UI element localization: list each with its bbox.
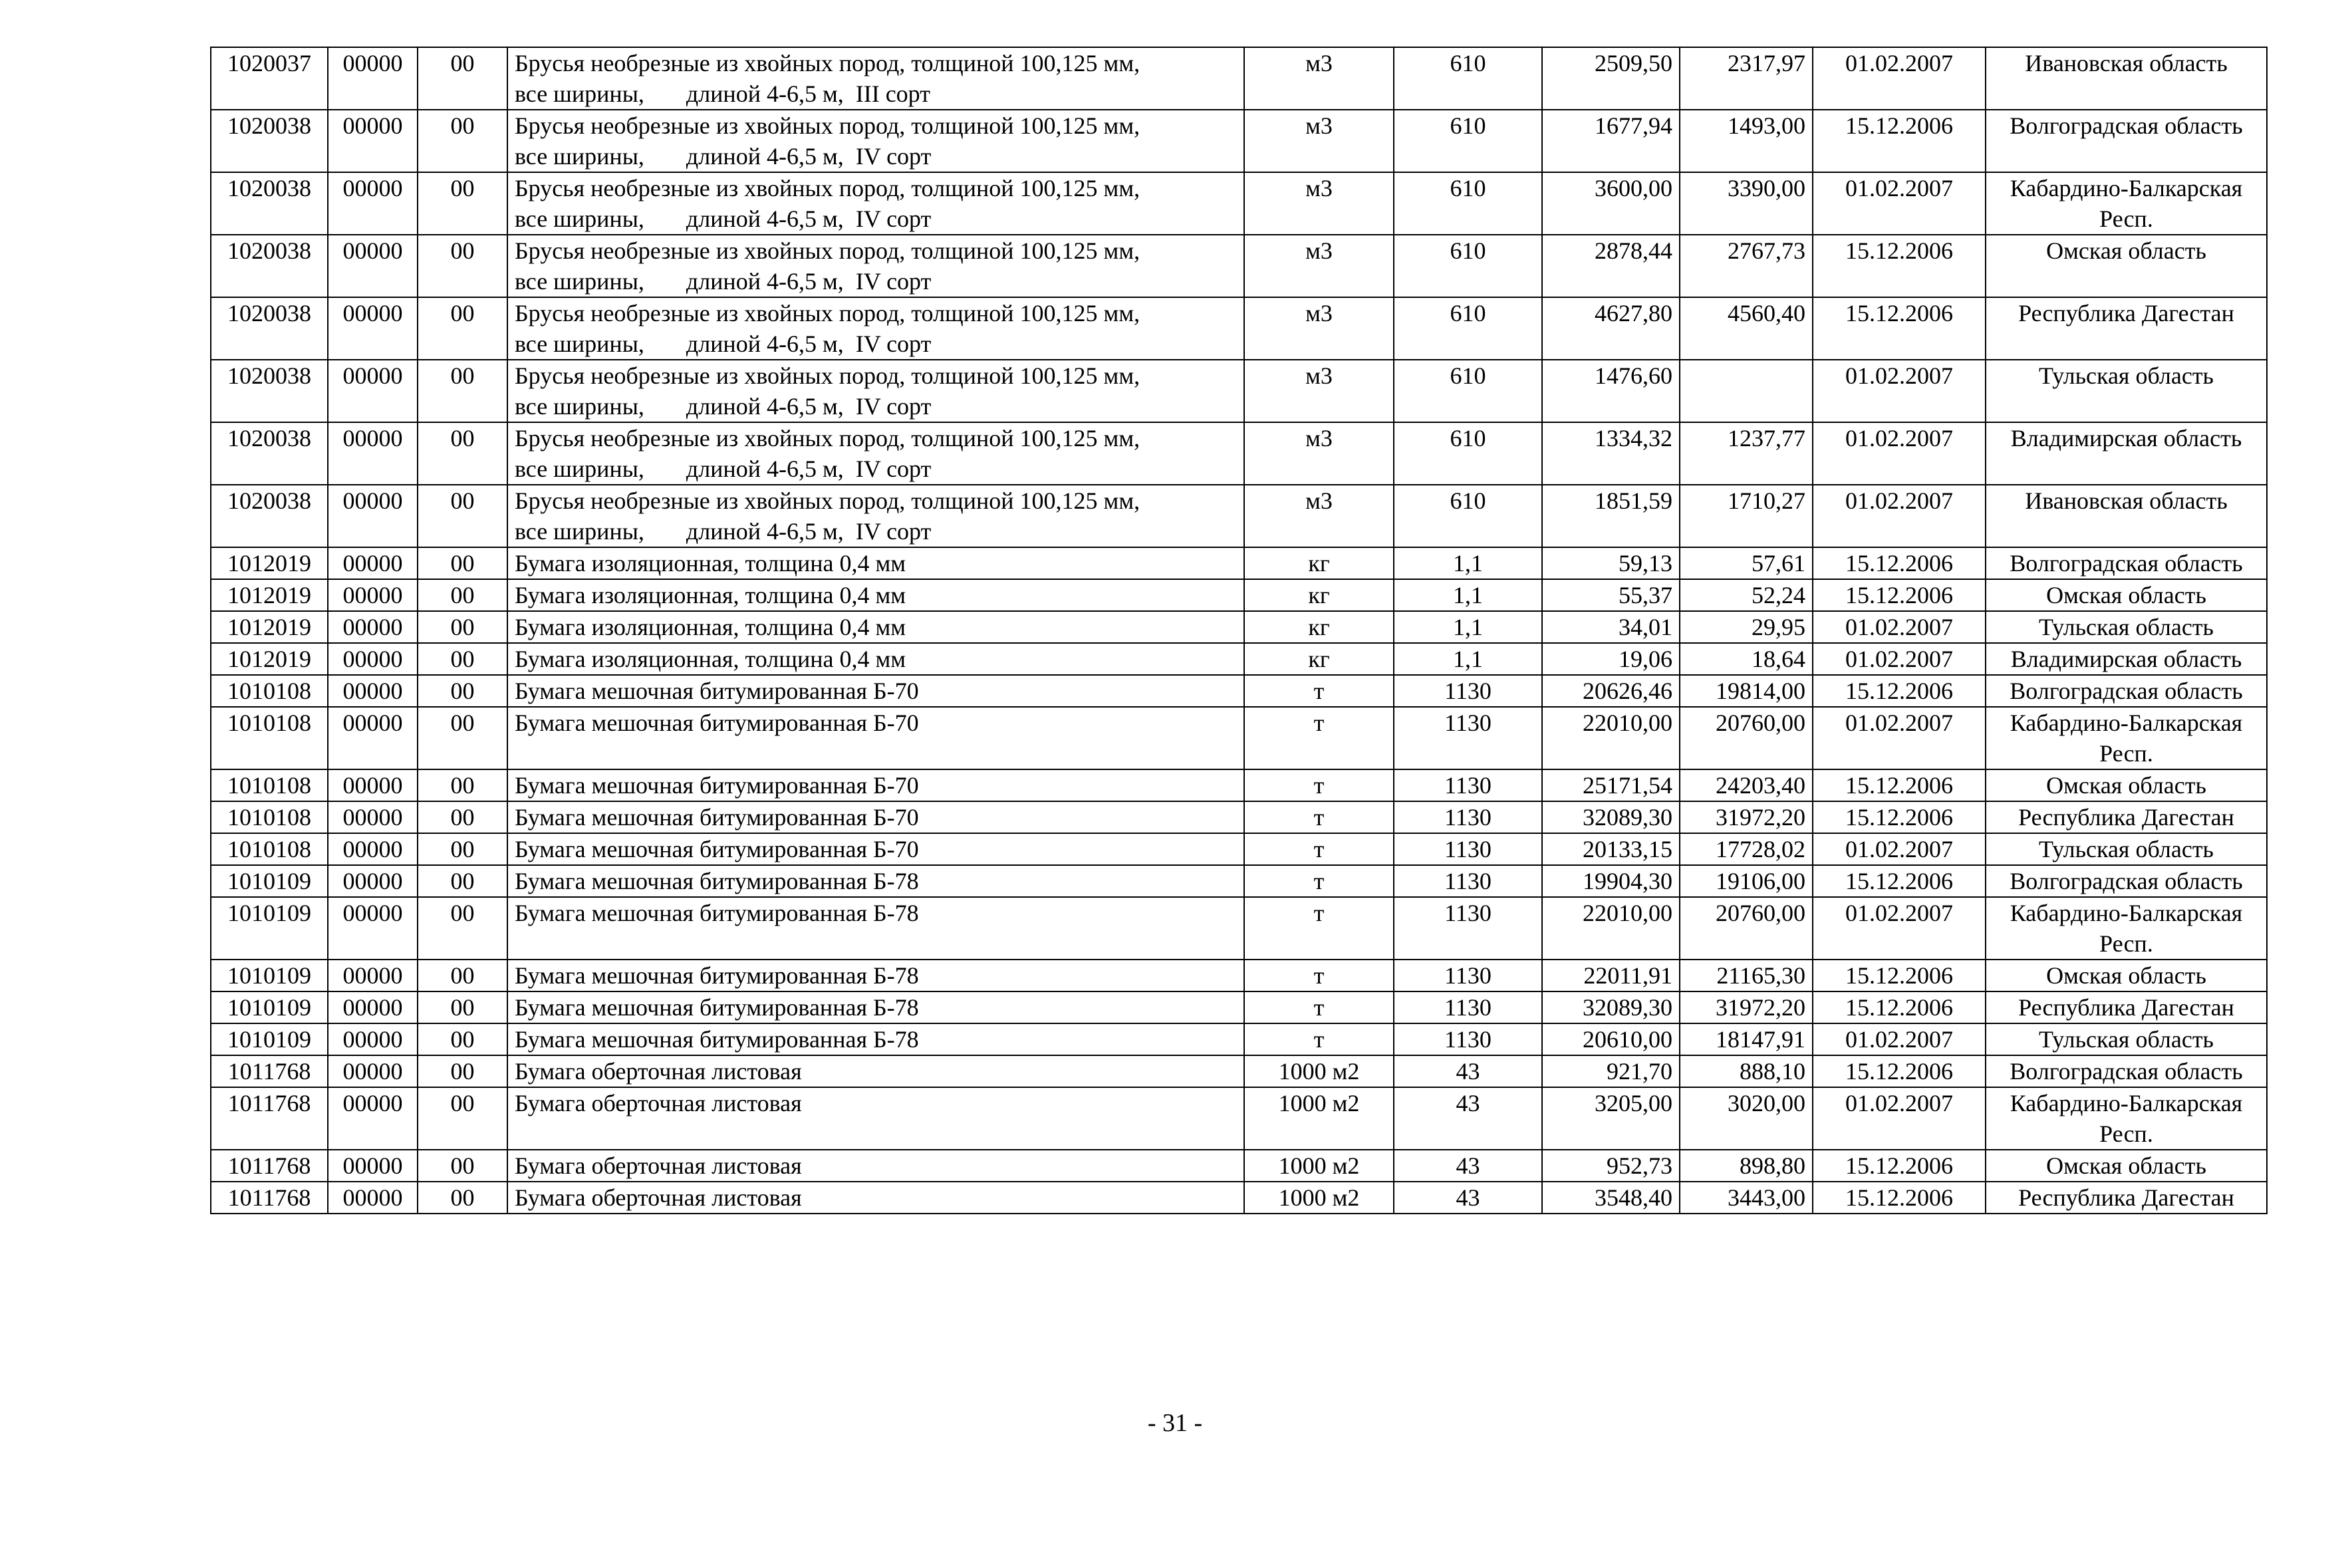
quantity-cell: 43 xyxy=(1394,1087,1542,1150)
unit-cell: кг xyxy=(1244,643,1394,675)
subcode2-cell: 00 xyxy=(418,547,507,579)
unit-cell: т xyxy=(1244,960,1394,991)
subcode2-cell: 00 xyxy=(418,1087,507,1150)
price-1-cell: 20626,46 xyxy=(1542,675,1680,707)
region-cell: Кабардино-Балкарская Респ. xyxy=(1986,897,2267,960)
unit-cell: м3 xyxy=(1244,110,1394,172)
price-2-cell: 20760,00 xyxy=(1680,707,1813,769)
code-cell: 1010108 xyxy=(211,769,328,801)
quantity-cell: 1,1 xyxy=(1394,547,1542,579)
price-table xyxy=(210,47,2268,1214)
table-row xyxy=(211,235,2267,297)
subcode-cell: 00000 xyxy=(328,110,418,172)
price-1-cell: 1677,94 xyxy=(1542,110,1680,172)
quantity-cell: 1,1 xyxy=(1394,643,1542,675)
material-name-cell: Бумага изоляционная, толщина 0,4 мм xyxy=(507,579,1244,611)
material-name-cell: Бумага мешочная битумированная Б-70 xyxy=(507,801,1244,833)
unit-cell: 1000 м2 xyxy=(1244,1087,1394,1150)
date-cell: 01.02.2007 xyxy=(1813,47,1986,110)
price-2-cell: 19106,00 xyxy=(1680,865,1813,897)
material-name-cell: Брусья необрезные из хвойных пород, толщиной 100,125 мм, все ширины, длиной 4-6,5 м, IV сорт xyxy=(507,485,1244,547)
price-1-cell: 952,73 xyxy=(1542,1150,1680,1182)
table-row xyxy=(211,611,2267,643)
subcode-cell: 00000 xyxy=(328,360,418,422)
region-cell: Волгоградская область xyxy=(1986,865,2267,897)
material-name-cell: Бумага мешочная битумированная Б-78 xyxy=(507,1023,1244,1055)
material-name-cell: Бумага изоляционная, толщина 0,4 мм xyxy=(507,643,1244,675)
material-name-cell: Бумага мешочная битумированная Б-78 xyxy=(507,960,1244,991)
price-1-cell: 3600,00 xyxy=(1542,172,1680,235)
unit-cell: м3 xyxy=(1244,485,1394,547)
material-name-cell: Бумага оберточная листовая xyxy=(507,1055,1244,1087)
date-cell: 01.02.2007 xyxy=(1813,897,1986,960)
table-row xyxy=(211,643,2267,675)
price-2-cell: 31972,20 xyxy=(1680,991,1813,1023)
date-cell: 15.12.2006 xyxy=(1813,297,1986,360)
unit-cell: 1000 м2 xyxy=(1244,1150,1394,1182)
unit-cell: 1000 м2 xyxy=(1244,1055,1394,1087)
unit-cell: т xyxy=(1244,707,1394,769)
price-1-cell: 34,01 xyxy=(1542,611,1680,643)
code-cell: 1020038 xyxy=(211,235,328,297)
price-2-cell: 3020,00 xyxy=(1680,1087,1813,1150)
unit-cell: м3 xyxy=(1244,360,1394,422)
material-name-cell: Бумага оберточная листовая xyxy=(507,1087,1244,1150)
region-cell: Омская область xyxy=(1986,960,2267,991)
date-cell: 01.02.2007 xyxy=(1813,1087,1986,1150)
code-cell: 1012019 xyxy=(211,547,328,579)
price-1-cell: 2878,44 xyxy=(1542,235,1680,297)
date-cell: 01.02.2007 xyxy=(1813,643,1986,675)
code-cell: 1010108 xyxy=(211,675,328,707)
quantity-cell: 610 xyxy=(1394,47,1542,110)
table-row xyxy=(211,865,2267,897)
price-1-cell: 3205,00 xyxy=(1542,1087,1680,1150)
subcode2-cell: 00 xyxy=(418,643,507,675)
unit-cell: т xyxy=(1244,801,1394,833)
code-cell: 1012019 xyxy=(211,643,328,675)
price-2-cell: 1237,77 xyxy=(1680,422,1813,485)
material-name-cell: Брусья необрезные из хвойных пород, толщиной 100,125 мм, все ширины, длиной 4-6,5 м, IV сорт xyxy=(507,297,1244,360)
subcode-cell: 00000 xyxy=(328,897,418,960)
quantity-cell: 610 xyxy=(1394,172,1542,235)
quantity-cell: 1130 xyxy=(1394,707,1542,769)
quantity-cell: 43 xyxy=(1394,1150,1542,1182)
unit-cell: т xyxy=(1244,833,1394,865)
unit-cell: 1000 м2 xyxy=(1244,1182,1394,1214)
date-cell: 15.12.2006 xyxy=(1813,769,1986,801)
price-2-cell: 57,61 xyxy=(1680,547,1813,579)
price-2-cell: 17728,02 xyxy=(1680,833,1813,865)
subcode2-cell: 00 xyxy=(418,960,507,991)
table-row xyxy=(211,1182,2267,1214)
table-row xyxy=(211,1055,2267,1087)
date-cell: 01.02.2007 xyxy=(1813,1023,1986,1055)
date-cell: 01.02.2007 xyxy=(1813,707,1986,769)
price-1-cell: 921,70 xyxy=(1542,1055,1680,1087)
subcode-cell: 00000 xyxy=(328,1182,418,1214)
table-row xyxy=(211,47,2267,110)
quantity-cell: 610 xyxy=(1394,235,1542,297)
subcode-cell: 00000 xyxy=(328,297,418,360)
quantity-cell: 610 xyxy=(1394,360,1542,422)
quantity-cell: 1,1 xyxy=(1394,579,1542,611)
table-row xyxy=(211,422,2267,485)
price-1-cell: 55,37 xyxy=(1542,579,1680,611)
code-cell: 1020038 xyxy=(211,172,328,235)
subcode-cell: 00000 xyxy=(328,769,418,801)
region-cell: Тульская область xyxy=(1986,360,2267,422)
code-cell: 1012019 xyxy=(211,611,328,643)
quantity-cell: 610 xyxy=(1394,485,1542,547)
table-row xyxy=(211,675,2267,707)
price-2-cell: 18147,91 xyxy=(1680,1023,1813,1055)
unit-cell: м3 xyxy=(1244,47,1394,110)
date-cell: 01.02.2007 xyxy=(1813,833,1986,865)
subcode-cell: 00000 xyxy=(328,422,418,485)
table-row xyxy=(211,769,2267,801)
date-cell: 01.02.2007 xyxy=(1813,422,1986,485)
price-1-cell: 2509,50 xyxy=(1542,47,1680,110)
unit-cell: т xyxy=(1244,769,1394,801)
subcode2-cell: 00 xyxy=(418,1150,507,1182)
quantity-cell: 1130 xyxy=(1394,1023,1542,1055)
region-cell: Республика Дагестан xyxy=(1986,991,2267,1023)
price-2-cell: 29,95 xyxy=(1680,611,1813,643)
material-name-cell: Брусья необрезные из хвойных пород, толщиной 100,125 мм, все ширины, длиной 4-6,5 м, IV сорт xyxy=(507,360,1244,422)
table-row xyxy=(211,833,2267,865)
subcode2-cell: 00 xyxy=(418,611,507,643)
subcode-cell: 00000 xyxy=(328,707,418,769)
price-2-cell: 18,64 xyxy=(1680,643,1813,675)
region-cell: Ивановская область xyxy=(1986,485,2267,547)
subcode2-cell: 00 xyxy=(418,47,507,110)
table-row xyxy=(211,172,2267,235)
subcode-cell: 00000 xyxy=(328,579,418,611)
code-cell: 1011768 xyxy=(211,1182,328,1214)
subcode2-cell: 00 xyxy=(418,360,507,422)
price-1-cell: 22010,00 xyxy=(1542,897,1680,960)
price-1-cell: 1476,60 xyxy=(1542,360,1680,422)
code-cell: 1010109 xyxy=(211,991,328,1023)
table-row xyxy=(211,1087,2267,1150)
subcode2-cell: 00 xyxy=(418,1023,507,1055)
price-2-cell: 2767,73 xyxy=(1680,235,1813,297)
subcode-cell: 00000 xyxy=(328,1150,418,1182)
code-cell: 1011768 xyxy=(211,1150,328,1182)
code-cell: 1011768 xyxy=(211,1087,328,1150)
code-cell: 1010109 xyxy=(211,865,328,897)
price-1-cell: 59,13 xyxy=(1542,547,1680,579)
region-cell: Тульская область xyxy=(1986,1023,2267,1055)
region-cell: Омская область xyxy=(1986,235,2267,297)
date-cell: 15.12.2006 xyxy=(1813,547,1986,579)
unit-cell: м3 xyxy=(1244,297,1394,360)
material-name-cell: Бумага мешочная битумированная Б-70 xyxy=(507,707,1244,769)
price-2-cell: 3390,00 xyxy=(1680,172,1813,235)
table-row xyxy=(211,1023,2267,1055)
region-cell: Владимирская область xyxy=(1986,643,2267,675)
price-1-cell: 1334,32 xyxy=(1542,422,1680,485)
subcode2-cell: 00 xyxy=(418,833,507,865)
table-row xyxy=(211,1150,2267,1182)
region-cell: Республика Дагестан xyxy=(1986,1182,2267,1214)
price-1-cell: 22011,91 xyxy=(1542,960,1680,991)
subcode-cell: 00000 xyxy=(328,865,418,897)
date-cell: 15.12.2006 xyxy=(1813,235,1986,297)
subcode2-cell: 00 xyxy=(418,579,507,611)
quantity-cell: 43 xyxy=(1394,1055,1542,1087)
quantity-cell: 610 xyxy=(1394,422,1542,485)
subcode2-cell: 00 xyxy=(418,897,507,960)
code-cell: 1020038 xyxy=(211,485,328,547)
price-2-cell: 898,80 xyxy=(1680,1150,1813,1182)
subcode-cell: 00000 xyxy=(328,47,418,110)
price-2-cell: 4560,40 xyxy=(1680,297,1813,360)
subcode2-cell: 00 xyxy=(418,422,507,485)
quantity-cell: 610 xyxy=(1394,110,1542,172)
subcode-cell: 00000 xyxy=(328,833,418,865)
quantity-cell: 1130 xyxy=(1394,769,1542,801)
region-cell: Омская область xyxy=(1986,579,2267,611)
code-cell: 1010108 xyxy=(211,801,328,833)
date-cell: 01.02.2007 xyxy=(1813,172,1986,235)
material-name-cell: Бумага изоляционная, толщина 0,4 мм xyxy=(507,611,1244,643)
price-1-cell: 3548,40 xyxy=(1542,1182,1680,1214)
code-cell: 1010109 xyxy=(211,897,328,960)
date-cell: 15.12.2006 xyxy=(1813,960,1986,991)
subcode-cell: 00000 xyxy=(328,643,418,675)
material-name-cell: Брусья необрезные из хвойных пород, толщиной 100,125 мм, все ширины, длиной 4-6,5 м, III сорт xyxy=(507,47,1244,110)
price-2-cell: 19814,00 xyxy=(1680,675,1813,707)
region-cell: Волгоградская область xyxy=(1986,1055,2267,1087)
subcode-cell: 00000 xyxy=(328,1023,418,1055)
subcode-cell: 00000 xyxy=(328,235,418,297)
price-1-cell: 22010,00 xyxy=(1542,707,1680,769)
unit-cell: кг xyxy=(1244,579,1394,611)
price-2-cell: 1710,27 xyxy=(1680,485,1813,547)
code-cell: 1010108 xyxy=(211,833,328,865)
material-name-cell: Бумага мешочная битумированная Б-70 xyxy=(507,769,1244,801)
subcode2-cell: 00 xyxy=(418,801,507,833)
subcode2-cell: 00 xyxy=(418,707,507,769)
unit-cell: т xyxy=(1244,897,1394,960)
quantity-cell: 1130 xyxy=(1394,865,1542,897)
material-name-cell: Бумага оберточная листовая xyxy=(507,1150,1244,1182)
subcode2-cell: 00 xyxy=(418,991,507,1023)
unit-cell: т xyxy=(1244,991,1394,1023)
date-cell: 15.12.2006 xyxy=(1813,1182,1986,1214)
price-1-cell: 25171,54 xyxy=(1542,769,1680,801)
material-name-cell: Бумага мешочная битумированная Б-70 xyxy=(507,833,1244,865)
price-1-cell: 20133,15 xyxy=(1542,833,1680,865)
subcode2-cell: 00 xyxy=(418,172,507,235)
subcode-cell: 00000 xyxy=(328,675,418,707)
date-cell: 15.12.2006 xyxy=(1813,801,1986,833)
material-name-cell: Бумага изоляционная, толщина 0,4 мм xyxy=(507,547,1244,579)
region-cell: Республика Дагестан xyxy=(1986,297,2267,360)
material-name-cell: Бумага мешочная битумированная Б-70 xyxy=(507,675,1244,707)
subcode2-cell: 00 xyxy=(418,485,507,547)
price-2-cell: 1493,00 xyxy=(1680,110,1813,172)
code-cell: 1010109 xyxy=(211,960,328,991)
region-cell: Волгоградская область xyxy=(1986,675,2267,707)
region-cell: Волгоградская область xyxy=(1986,547,2267,579)
region-cell: Кабардино-Балкарская Респ. xyxy=(1986,172,2267,235)
subcode-cell: 00000 xyxy=(328,801,418,833)
region-cell: Ивановская область xyxy=(1986,47,2267,110)
material-name-cell: Брусья необрезные из хвойных пород, толщиной 100,125 мм, все ширины, длиной 4-6,5 м, IV сорт xyxy=(507,235,1244,297)
region-cell: Кабардино-Балкарская Респ. xyxy=(1986,1087,2267,1150)
quantity-cell: 1130 xyxy=(1394,897,1542,960)
code-cell: 1020038 xyxy=(211,422,328,485)
table-row xyxy=(211,897,2267,960)
code-cell: 1020038 xyxy=(211,110,328,172)
material-name-cell: Бумага мешочная битумированная Б-78 xyxy=(507,897,1244,960)
table-body xyxy=(211,47,2267,1214)
code-cell: 1010108 xyxy=(211,707,328,769)
date-cell: 01.02.2007 xyxy=(1813,485,1986,547)
material-name-cell: Брусья необрезные из хвойных пород, толщиной 100,125 мм, все ширины, длиной 4-6,5 м, IV сорт xyxy=(507,172,1244,235)
table-row xyxy=(211,547,2267,579)
unit-cell: м3 xyxy=(1244,172,1394,235)
subcode2-cell: 00 xyxy=(418,675,507,707)
quantity-cell: 1,1 xyxy=(1394,611,1542,643)
price-2-cell: 888,10 xyxy=(1680,1055,1813,1087)
quantity-cell: 1130 xyxy=(1394,960,1542,991)
date-cell: 15.12.2006 xyxy=(1813,1150,1986,1182)
price-1-cell: 1851,59 xyxy=(1542,485,1680,547)
price-2-cell: 3443,00 xyxy=(1680,1182,1813,1214)
region-cell: Омская область xyxy=(1986,1150,2267,1182)
code-cell: 1010109 xyxy=(211,1023,328,1055)
subcode2-cell: 00 xyxy=(418,1055,507,1087)
table-row xyxy=(211,110,2267,172)
table-row xyxy=(211,297,2267,360)
date-cell: 15.12.2006 xyxy=(1813,991,1986,1023)
subcode-cell: 00000 xyxy=(328,1055,418,1087)
table-row xyxy=(211,801,2267,833)
subcode2-cell: 00 xyxy=(418,297,507,360)
price-1-cell: 32089,30 xyxy=(1542,991,1680,1023)
quantity-cell: 43 xyxy=(1394,1182,1542,1214)
subcode-cell: 00000 xyxy=(328,960,418,991)
code-cell: 1020037 xyxy=(211,47,328,110)
subcode2-cell: 00 xyxy=(418,110,507,172)
code-cell: 1012019 xyxy=(211,579,328,611)
region-cell: Владимирская область xyxy=(1986,422,2267,485)
unit-cell: кг xyxy=(1244,611,1394,643)
unit-cell: т xyxy=(1244,675,1394,707)
unit-cell: м3 xyxy=(1244,422,1394,485)
unit-cell: т xyxy=(1244,1023,1394,1055)
price-1-cell: 32089,30 xyxy=(1542,801,1680,833)
table-row xyxy=(211,579,2267,611)
price-2-cell: 52,24 xyxy=(1680,579,1813,611)
subcode-cell: 00000 xyxy=(328,611,418,643)
subcode-cell: 00000 xyxy=(328,485,418,547)
code-cell: 1011768 xyxy=(211,1055,328,1087)
date-cell: 01.02.2007 xyxy=(1813,611,1986,643)
date-cell: 15.12.2006 xyxy=(1813,865,1986,897)
price-2-cell: 24203,40 xyxy=(1680,769,1813,801)
region-cell: Волгоградская область xyxy=(1986,110,2267,172)
subcode2-cell: 00 xyxy=(418,1182,507,1214)
table-row xyxy=(211,360,2267,422)
price-2-cell: 31972,20 xyxy=(1680,801,1813,833)
subcode-cell: 00000 xyxy=(328,1087,418,1150)
unit-cell: кг xyxy=(1244,547,1394,579)
region-cell: Тульская область xyxy=(1986,833,2267,865)
material-name-cell: Бумага мешочная битумированная Б-78 xyxy=(507,991,1244,1023)
region-cell: Кабардино-Балкарская Респ. xyxy=(1986,707,2267,769)
price-1-cell: 20610,00 xyxy=(1542,1023,1680,1055)
code-cell: 1020038 xyxy=(211,297,328,360)
table-row xyxy=(211,991,2267,1023)
price-2-cell xyxy=(1680,360,1813,422)
table-row xyxy=(211,707,2267,769)
page-number: - 31 - xyxy=(1147,1409,1203,1437)
quantity-cell: 1130 xyxy=(1394,675,1542,707)
subcode-cell: 00000 xyxy=(328,172,418,235)
region-cell: Республика Дагестан xyxy=(1986,801,2267,833)
quantity-cell: 1130 xyxy=(1394,801,1542,833)
price-1-cell: 4627,80 xyxy=(1542,297,1680,360)
region-cell: Тульская область xyxy=(1986,611,2267,643)
date-cell: 15.12.2006 xyxy=(1813,579,1986,611)
date-cell: 15.12.2006 xyxy=(1813,110,1986,172)
code-cell: 1020038 xyxy=(211,360,328,422)
date-cell: 01.02.2007 xyxy=(1813,360,1986,422)
subcode-cell: 00000 xyxy=(328,991,418,1023)
price-2-cell: 2317,97 xyxy=(1680,47,1813,110)
subcode2-cell: 00 xyxy=(418,769,507,801)
unit-cell: м3 xyxy=(1244,235,1394,297)
price-1-cell: 19904,30 xyxy=(1542,865,1680,897)
table-row xyxy=(211,960,2267,991)
unit-cell: т xyxy=(1244,865,1394,897)
quantity-cell: 1130 xyxy=(1394,833,1542,865)
date-cell: 15.12.2006 xyxy=(1813,675,1986,707)
price-2-cell: 21165,30 xyxy=(1680,960,1813,991)
quantity-cell: 610 xyxy=(1394,297,1542,360)
material-name-cell: Бумага мешочная битумированная Б-78 xyxy=(507,865,1244,897)
region-cell: Омская область xyxy=(1986,769,2267,801)
material-name-cell: Брусья необрезные из хвойных пород, толщиной 100,125 мм, все ширины, длиной 4-6,5 м, IV сорт xyxy=(507,422,1244,485)
quantity-cell: 1130 xyxy=(1394,991,1542,1023)
material-name-cell: Бумага оберточная листовая xyxy=(507,1182,1244,1214)
subcode2-cell: 00 xyxy=(418,235,507,297)
price-1-cell: 19,06 xyxy=(1542,643,1680,675)
subcode2-cell: 00 xyxy=(418,865,507,897)
material-name-cell: Брусья необрезные из хвойных пород, толщиной 100,125 мм, все ширины, длиной 4-6,5 м, IV сорт xyxy=(507,110,1244,172)
price-2-cell: 20760,00 xyxy=(1680,897,1813,960)
subcode-cell: 00000 xyxy=(328,547,418,579)
date-cell: 15.12.2006 xyxy=(1813,1055,1986,1087)
table-row xyxy=(211,485,2267,547)
